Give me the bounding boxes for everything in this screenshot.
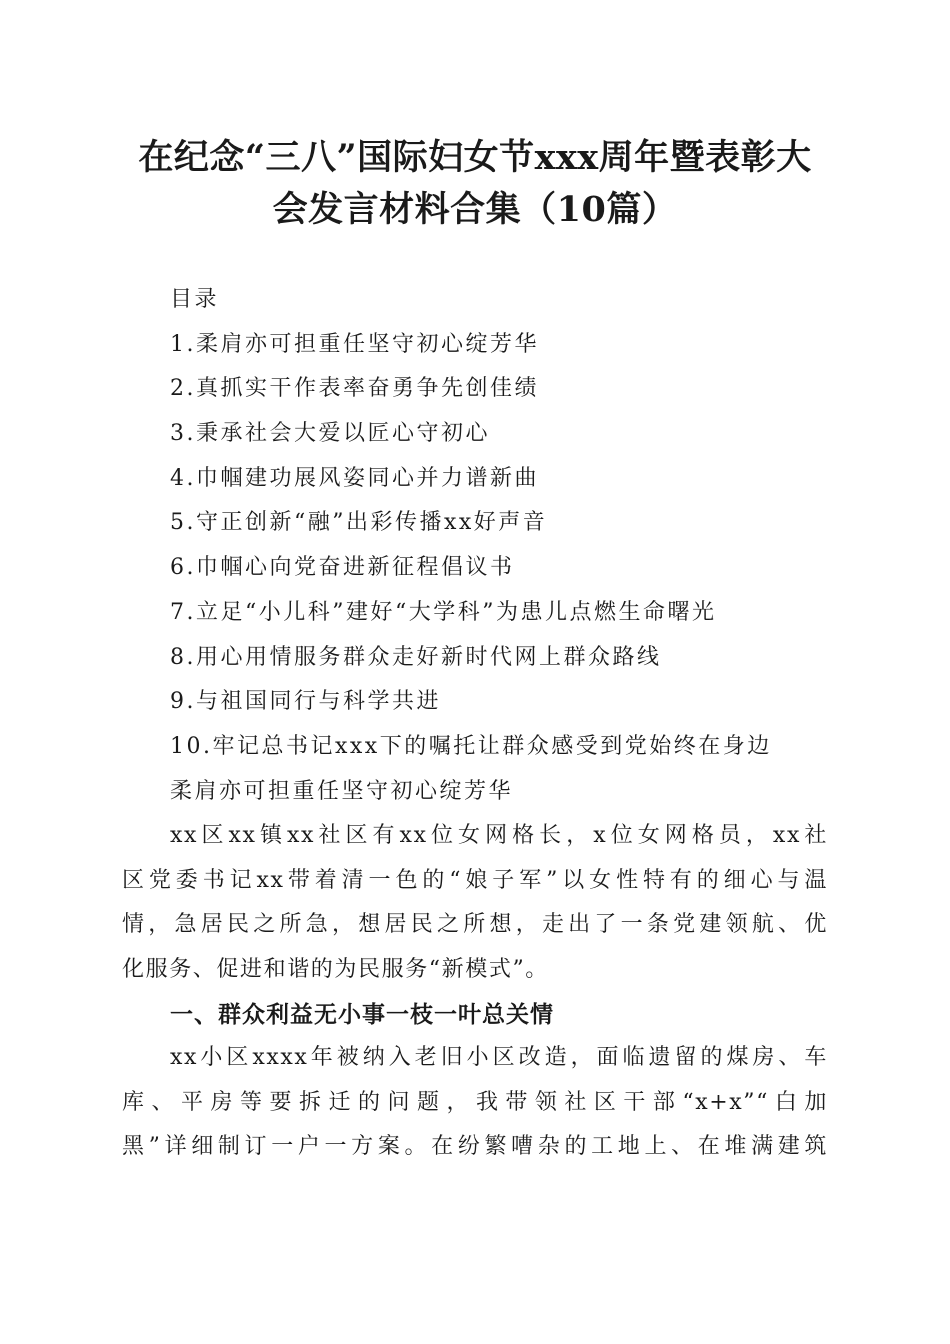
toc-item: 9.与祖国同行与科学共进 bbox=[170, 689, 441, 715]
paragraph-line: 黑”详细制订一户一方案。在纷繁嘈杂的工地上、在堆满建筑 bbox=[122, 1134, 828, 1160]
document-title-line-1: 在纪念“三八”国际妇女节xxx周年暨表彰大 bbox=[138, 137, 812, 178]
paragraph-line: 化服务、促进和谐的为民服务“新模式”。 bbox=[122, 957, 549, 983]
paragraph-intro bbox=[122, 814, 828, 993]
paragraph-line: xx小区xxxx年被纳入老旧小区改造，面临遗留的煤房、车 bbox=[170, 1045, 828, 1070]
toc-item: 8.用心用情服务群众走好新时代网上群众路线 bbox=[170, 644, 662, 670]
toc-item: 1.柔肩亦可担重任坚守初心绽芳华 bbox=[170, 331, 539, 357]
document-title bbox=[100, 132, 850, 236]
table-of-contents bbox=[170, 278, 850, 770]
paragraph-line: 情，急居民之所急，想居民之所想，走出了一条党建领航、优 bbox=[122, 912, 828, 938]
toc-item: 10.牢记总书记xxx下的嘱托让群众感受到党始终在身边 bbox=[170, 733, 772, 759]
toc-heading: 目录 bbox=[170, 287, 220, 312]
document-title-line-2: 会发言材料合集（10篇） bbox=[272, 189, 678, 230]
article-title: 柔肩亦可担重任坚守初心绽芳华 bbox=[170, 779, 514, 804]
toc-item: 7.立足“小儿科”建好“大学科”为患儿点燃生命曙光 bbox=[170, 599, 717, 625]
paragraph-line: 区党委书记xx带着清一色的“娘子军”以女性特有的细心与温 bbox=[122, 867, 828, 893]
paragraph-line: xx区xx镇xx社区有xx位女网格长，x位女网格员，xx社 bbox=[170, 823, 828, 848]
paragraph-line: 库、平房等要拆迁的问题，我带领社区干部“x+x”“白加 bbox=[122, 1089, 828, 1115]
toc-item: 6.巾帼心向党奋进新征程倡议书 bbox=[170, 555, 515, 581]
toc-item: 3.秉承社会大爱以匠心守初心 bbox=[170, 421, 490, 447]
toc-item: 4.巾帼建功展风姿同心并力谱新曲 bbox=[170, 465, 539, 491]
section-heading: 一、群众利益无小事一枝一叶总关情 bbox=[170, 1002, 554, 1028]
toc-item: 2.真抓实干作表率奋勇争先创佳绩 bbox=[170, 376, 539, 402]
toc-item: 5.守正创新“融”出彩传播xx好声音 bbox=[170, 510, 548, 536]
paragraph-section-1 bbox=[122, 1036, 828, 1170]
